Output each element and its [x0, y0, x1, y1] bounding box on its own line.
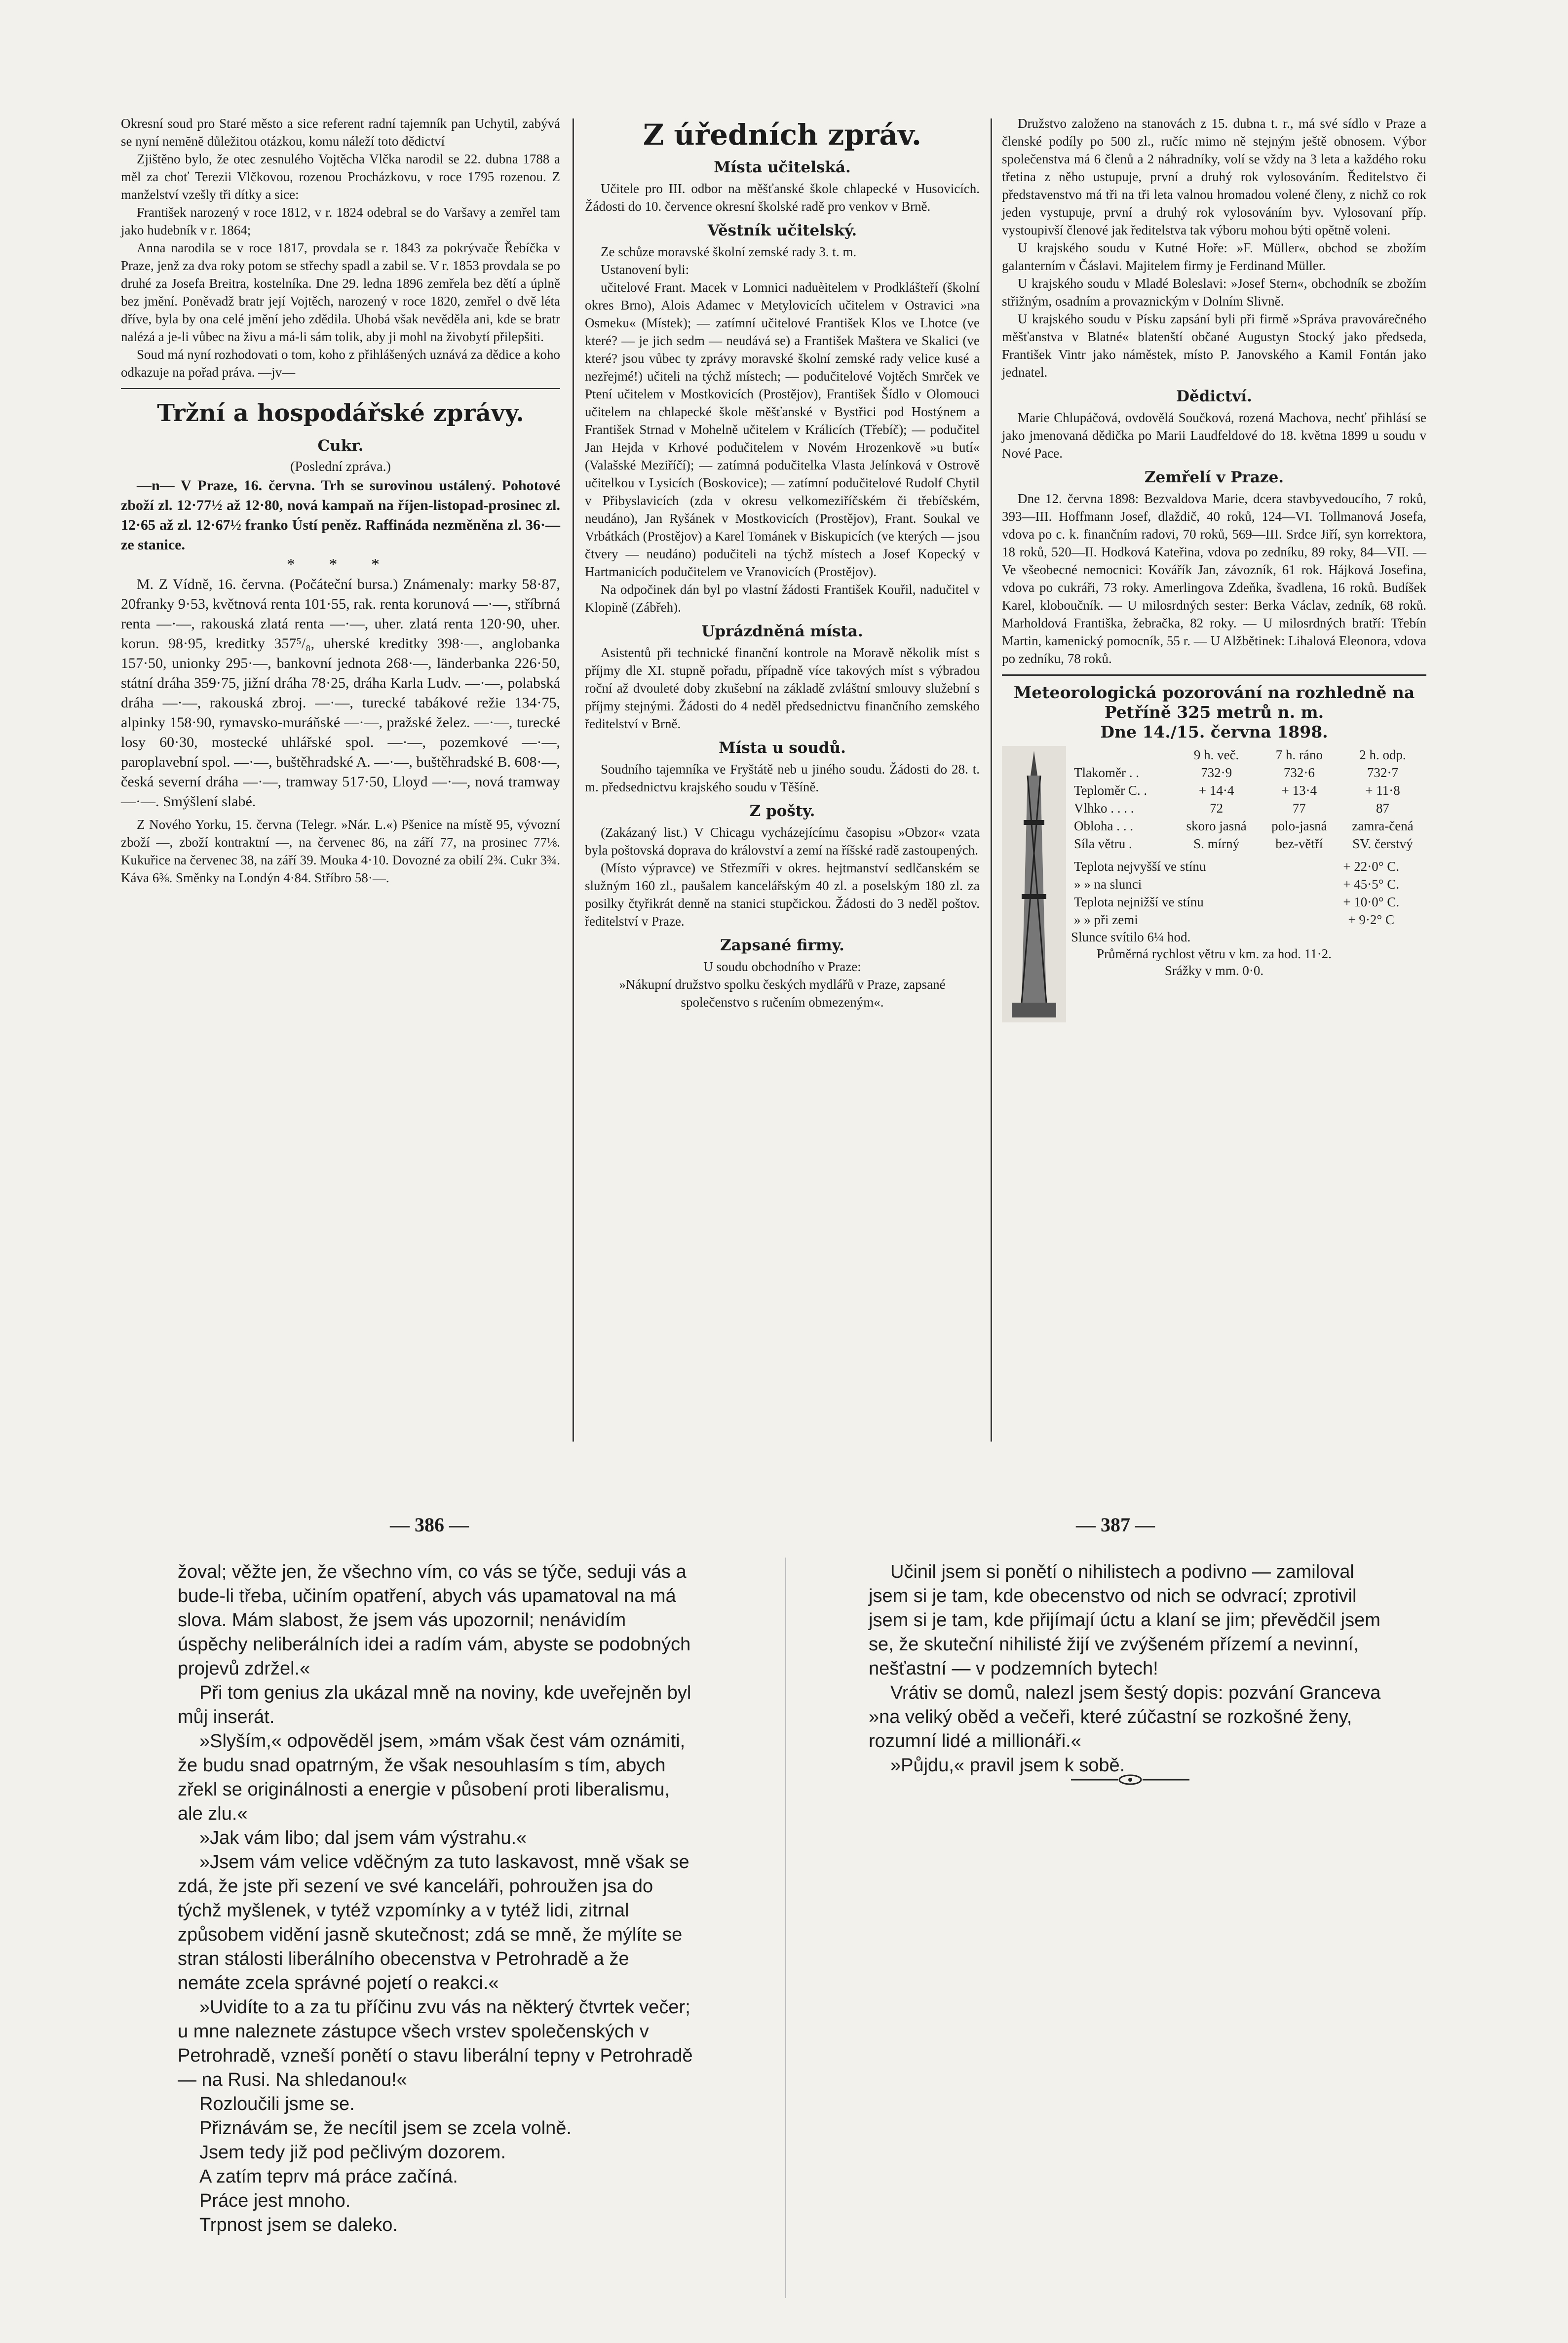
paragraph: Rozloučili jsme se.: [199, 2094, 355, 2114]
paragraph: Trpnost jsem se daleko.: [199, 2215, 398, 2235]
met-value: SV. čerstvý: [1352, 836, 1413, 851]
met-head: 7 h. ráno: [1275, 747, 1323, 762]
official-news-title: Z úředních zpráv.: [643, 118, 922, 152]
paragraph: Vrátiv se domů, nalezl jsem šestý dopis: pozvání Granceva »na veliký oběd a večeři, které zúčastní se rozkošné ženy, rozumní lidé a millionáři.«: [869, 1682, 1381, 1752]
newyork-report: Z Nového Yorku, 15. června (Telegr. »Nár. L.«) Pšenice na místě 95, vývozní zboží —, zboží kontraktní —, na červenec 86, na září 77, na prosinec 77⅛. Kukuřice na červenec 38, na září 39. Mouka 4·10. Dovozné za obilí 2¾. Cukr 3¾. Káva 6⅜. Směnky na Londýn 4·84. Stříbro 58·—.: [121, 817, 560, 885]
paragraph: »Jsem vám velice vděčným za tuto laskavost, mně však se zdá, že jste při sezení ve své kanceláři, pohroužen jsa do týchž myšlenek, v tytéž vzpomínky a v tytéž lidi, zitrnal způsobem vidění jasně skutečnost; zdá se mně, že mýlíte se stran stálosti liberálního obecenstva v Petrohradě a že nemáte zcela správné pojetí o reakci.«: [178, 1852, 689, 1993]
paragraph: Ze schůze moravské školní zemské rady 3. t. m.: [601, 244, 857, 259]
paragraph: »Nákupní družstvo spolku českých mydlářů v Praze, zapsané společenstvo s ručením obmezeným«.: [619, 977, 946, 1010]
paragraph: Asistentů při technické finanční kontrole na Moravě několik míst s příjmy dle XI. stupně pořadu, případně více takových míst s výbradou roční až dvouleté doby zkušební na základě zvláštní smlouvy služební s příjmy stejnými. Žádosti do 4 neděl předsednictvu finančního zemského ředitelství v Brně.: [585, 645, 980, 731]
intro-paragraph: Anna narodila se v roce 1817, provdala se r. 1843 za pokrývače Řebíčka v Praze, jenž za dva roky potom se střechy spadl a zabil se. V r. 1853 provdala se po druhé za Josefa Breitra, kostelníka. Dne 29. ledna 1896 zemřela bez dětí a úplně bez jmění. Poněvadž bratr její Vojtěch, narozený v roce 1820, zemřel o dvě léta dříve, byla by ona celé jmění jeho zdědila. Uhobá však nevěděla ani, kde se bratr nalézá a je-li vůbec na živu a má-li sám tolik, aby ji mohl na živobytí přilepšiti.: [121, 240, 560, 344]
met-value: 87: [1376, 801, 1390, 816]
paragraph: (Zakázaný list.) V Chicagu vycházejícímu časopisu »Obzor« vzata byla poštovská doprava do království a zemí na říšské radě zastoupených.: [585, 825, 980, 858]
sugar-report: —n— V Praze, 16. června. Trh se surovinou ustálený. Pohotové zboží zl. 12·77½ až 12·80, nová kampaň na říjen-listopad-prosinec zl. 12·65 až zl. 12·67½ franko Ústí peněz. Raffináda nezměněna zl. 36·— ze stanice.: [121, 477, 560, 553]
met-row: [1071, 781, 1426, 799]
met-row: [1071, 835, 1426, 853]
column-1: [121, 115, 560, 887]
meteorology-table: [1071, 746, 1426, 853]
paragraph: Učitele pro III. odbor na měšťanské škole chlapecké v Husovicích. Žádosti do 10. července okresní školské radě pro venkov v Brně.: [585, 181, 980, 214]
met-value: polo-jasná: [1271, 819, 1327, 833]
inheritance-heading: Dědictví.: [1176, 388, 1252, 405]
gutter-rule-lower: [785, 1558, 786, 2298]
court-posts-heading: Místa u soudů.: [719, 739, 846, 757]
paragraph: (Místo výpravce) ve Střezmíři v okres. hejtmanství sedlčanském se služným 160 zl., paušalem kancelářským 40 zl. a poselským 180 zl. za posilky čtyřikrát denně na stanici stupčickou. Žádosti do 3 neděl poštov. ředitelství v Praze.: [585, 860, 980, 929]
section-rule: [121, 388, 560, 389]
met-value: 77: [1292, 801, 1306, 816]
met-value: + 14·4: [1198, 783, 1234, 798]
met-value: + 13·4: [1281, 783, 1317, 798]
met-label: Vlhko . . . .: [1074, 801, 1134, 816]
met-row: [1071, 764, 1426, 781]
met-label: Teplota nejnižší ve stínu: [1074, 895, 1204, 909]
sugar-subheading: (Poslední zpráva.): [290, 459, 391, 474]
lower-left-text: [178, 1560, 696, 2237]
column-rule-2: [991, 118, 992, 1442]
paragraph: »Slyším,« odpověděl jsem, »mám však čest vám oznámiti, že budu snad opatrným, že však nesouhlasím s tím, abych zřekl se originálnosti a energie v působení proti liberalismu, ale zlu.«: [178, 1731, 686, 1824]
met-label: Síla větru .: [1074, 836, 1132, 851]
met-head: 2 h. odp.: [1359, 747, 1406, 762]
met-value: + 11·8: [1365, 783, 1400, 798]
temperature-extremes: [1071, 858, 1426, 929]
vacancies-heading: Uprázdněná místa.: [701, 623, 863, 640]
paragraph: Učinil jsem si ponětí o nihilistech a podivno — zamiloval jsem si je tam, kde obecenstvo od nich se odvrací; zprotivil jsem si je tam, kde přijímají úctu a klaní se jim; převědčil jsem se, že skuteční nihilisté žijí ve zvýšeném přízemí a nevinní, nešťastní — v podzemních bytech!: [869, 1562, 1380, 1679]
paragraph: Ustanovení byli:: [601, 262, 689, 277]
paragraph: Při tom genius zla ukázal mně na noviny, kde uveřejněn byl můj inserát.: [178, 1682, 691, 1727]
lower-right-text: [869, 1560, 1387, 1778]
met-label: Obloha . . .: [1074, 819, 1133, 833]
teacher-posts-heading: Místa učitelská.: [714, 158, 851, 176]
page-number-left: — 386 —: [390, 1514, 469, 1536]
paragraph: »Uvidíte to a za tu příčinu zvu vás na některý čtvrtek večer; u mne naleznete zástupce všech vrstev společenských v Petrohradě, vzneší ponětí o stavu liberální tepny v Petrohradě — na Rusi. Na shledanou!«: [178, 1997, 693, 2090]
met-row: [1071, 799, 1426, 817]
met-label: Teploměr C. .: [1074, 783, 1147, 798]
met-label: Tlakoměr . .: [1074, 765, 1139, 780]
met-value: 72: [1210, 801, 1224, 816]
paragraph: »Jak vám libo; dal jsem vám výstrahu.«: [199, 1828, 527, 1848]
met-value: 732·9: [1201, 765, 1232, 780]
paragraph: »Půjdu,« pravil jsem k sobě.: [890, 1755, 1125, 1776]
met-label: » » při zemi: [1074, 912, 1138, 927]
teacher-bulletin-heading: Věstník učitelský.: [707, 222, 857, 239]
paragraph: Družstvo založeno na stanovách z 15. dubna t. r., má své sídlo v Praze a členské podíly po 500 zl., ručíc mimo ně stejným ještě obnosem. Výbor společenstva má 6 členů a 2 náhradníky, volí se vždy na 3 leta a každého roku třetina z něho ustupuje, první a druhý rok vylosováním. Ředitelstvo či představenstvo má tři na tři leta valnou hromadou volené členy, z nichž co rok jeden vystupuje, první a druhý rok vylosováním byv. Vylosovaní příp. vystoupivší členové jak ředitelstva tak výboru mohou býti opětně voleni.: [1002, 116, 1426, 237]
wind-speed: Průměrná rychlost větru v km. za hod. 11·2.: [1097, 946, 1332, 961]
paragraph: Dne 12. června 1898: Bezvaldova Marie, dcera stavbyvedoucího, 7 roků, 393—III. Hoffmann Josef, dlaždič, 40 roků, 124—VI. Tollmanová Josefa, vdova po c. k. finančním radovi, 70 roků, 569—III. Srdce Jiří, syn korrektora, 18 roků, 520—II. Hodková Kateřina, vdova po zedníku, 89 roky, 84—VII. — Ve všeobecné nemocnici: Kovářík Jan, závozník, 61 rok. Hájková Josefina, vdova po cukráři, 73 roky. Amerlingova Zdeňka, švadlena, 16 roků. Budíšek Karel, kloboučník. — U milosrdných sester: Berka Václav, zedník, 68 roků. Marholdová Františka, žebračka, 82 roky. — U milosrdných bratří: Třebín Martin, kamenický pomocník, 55 r. — U Alžbětinek: Lihalová Eleonora, vdova po zedníku, 78 roků.: [1002, 491, 1426, 666]
met-value: skoro jasná: [1186, 819, 1247, 833]
paragraph: žoval; věžte jen, že všechno vím, co vás se týče, seduji vás a bude-li třeba, učiním opatření, abych vás upamatoval na má slova. Mám slabost, že jsem vás upozornil; nenávidím úspěchy neliberálních idei a radím vám, abyste se podobných projevů zdržel.«: [178, 1562, 691, 1679]
met-row: [1071, 817, 1426, 835]
column-2: [585, 115, 980, 1011]
met-value: 732·7: [1367, 765, 1399, 780]
registered-firms-heading: Zapsané firmy.: [720, 937, 844, 954]
meteorology-block: [1002, 746, 1426, 945]
column-rule-1: [573, 118, 574, 1442]
met-value: S. mírný: [1193, 836, 1240, 851]
meteorology-title: Meteorologická pozorování na rozhledně na Petříně 325 metrů n. m.: [1013, 683, 1415, 722]
paragraph: A zatím teprv má práce začíná.: [199, 2166, 458, 2187]
paragraph: Přiznávám se, že necítil jsem se zcela volně.: [199, 2118, 572, 2139]
met-value: + 22·0° C.: [1343, 859, 1400, 874]
paragraph: učitelové Frant. Macek v Lomnici naduèitelem v Prodklášteří (školní okres Brno), Alois Adamec v Metylovicích učitelem v Ostravici »na Osmeku« (Místek); — zatímní učitelové František Klos ve Lhotce (ve které? — je jich sedm — neudává se) a František Maštera ve Skalici (ve které? jsou vůbec ty zprávy moravské školní zemské rady velice kusé a nezřejmé!) učiteli na týchž místech; — podučitelové Vojtěch Smrček ve Ptení učitelem v Mostkovicích (Prostějov), František Šídlo v Olomouci učitelem na chlapecké škole měšťanské v Bystřici pod Hostýnem a František Strnad v Mohelně učitelem v Králicích (Třebíč); — podučitel Jan Hejda v Krhové podučitelem v Novém Hrozenkově »u butí« (Valašské Meziříčí); — zatímná podučitelka Vlasta Jelínková v Ostrově učitelkou v Lysicích (Boskovice); — zatímní podučitelové Rudolf Chytil v Přibyslavicích (zda v okresu velkomeziříčském či třebíčském, neudáno), Jan Ryšánek v Mostkovicích (Prostějov), Frant. Soukal ve Vrbátkách (Prostějov) a Karel Tománek v Biskupicích (ve kterých — jsou čtvery — neudáno) podučiteli na týchž místech a Josef Kopecký v Hartmanicích podučitelem ve Vranovicích (Prostějov).: [585, 280, 980, 579]
intro-paragraph: Soud má nyní rozhodovati o tom, koho z přihlášených uznává za dědice a koho odkazuje na pořad práva. —jv—: [121, 347, 560, 380]
paragraph: Jsem tedy již pod pečlivým dozorem.: [199, 2142, 506, 2163]
tower-illustration: [1002, 746, 1066, 1022]
post-office-heading: Z pošty.: [749, 802, 815, 820]
paragraph: U soudu obchodního v Praze:: [703, 959, 861, 974]
met-label: Teplota nejvyšší ve stínu: [1074, 859, 1206, 874]
paragraph: U krajského soudu v Písku zapsání byli při firmě »Správa pravovárečného měšťanstva v Blatné« blatenští občané Augustyn Stocký jako předseda, František Vintr jako náměstek, místo P. Janovského a Kamil Fontán jako jednatel.: [1002, 312, 1426, 380]
met-label: » » na slunci: [1074, 877, 1142, 892]
met-value: + 10·0° C.: [1343, 895, 1400, 909]
paragraph: U krajského soudu v Kutné Hoře: »F. Müller«, obchod se zbožím galanterním v Čáslavi. Majitelem firmy je Ferdinand Müller.: [1002, 240, 1426, 273]
market-section-title: Tržní a hospodářské zprávy.: [157, 399, 524, 427]
sugar-heading: Cukr.: [317, 437, 364, 455]
page-number-right: — 387 —: [1076, 1514, 1155, 1536]
intro-paragraph: Zjištěno bylo, že otec zesnulého Vojtěcha Vlčka narodil se 22. dubna 1788 a měl za choť Terezii Vlčkovou, rozenou Procházkovu, v roce 1795 rozenou. Z manželství vzešly tři dítky a sice:: [121, 152, 560, 202]
paragraph: Marie Chlupáčová, ovdovělá Součková, rozená Machova, nechť přihlásí se jako jmenovaná dědička po Marii Laudfeldové do 18. května 1899 u soudu v Nové Pace.: [1002, 410, 1426, 461]
paragraph: Soudního tajemníka ve Fryštátě neb u jiného soudu. Žádosti do 28. t. m. předsednictvu krajského soudu v Těšíně.: [585, 762, 980, 794]
met-value: zamra-čená: [1352, 819, 1414, 833]
column-3: [1002, 115, 1426, 979]
met-value: + 45·5° C.: [1343, 877, 1400, 892]
deceased-heading: Zemřelí v Praze.: [1144, 469, 1284, 486]
met-head: 9 h. več.: [1193, 747, 1239, 762]
met-value: 732·6: [1283, 765, 1315, 780]
section-separator-stars: * * *: [287, 555, 394, 574]
vienna-bourse-report: M. Z Vídně, 16. června. (Počáteční bursa.) Známenaly: marky 58·87, 20franky 9·53, květnová renta 101·55, rak. renta korunová —·—, stříbrná renta —·—, rakouská zlatá renta —·—, uher. zlatá renta 120·90, uher. korun. 98·95, kreditky 357⁵/₈, uherské kreditky 398·—, anglobanka 157·50, unionky 295·—, bankovní jednota 268·—, länderbanka 226·50, státní dráha 359·75, jižní dráha 78·25, dráha Karla Ludv. —·—, polabská dráha —·—, rakouská zbroj. —·—, turecké tabákové režie 134·75, alpinky 158·90, rymavsko-muráňské —·—, pražské želez. —·—, turecké losy 60·30, mostecké uhlářské spol. —·—, pozemkové —·—, paroplavební spol. —·—, buštěhradské A. —·—, buštěhradské B. 608·—, česká severní dráha —·—, tramway 517·50, Lloyd —·—, nová tramway —·—. Smýšlení slabé.: [121, 576, 560, 810]
paragraph: U krajského soudu v Mladé Boleslavi: »Josef Stern«, obchodník se zbožím střižným, osadním a provaznickým v Dolním Slivně.: [1002, 276, 1426, 309]
sunshine-hours: Slunce svítilo 6¼ hod.: [1071, 930, 1191, 944]
precipitation: Srážky v mm. 0·0.: [1164, 963, 1264, 978]
paragraph: Práce jest mnoho.: [199, 2190, 351, 2211]
intro-paragraph: František narozený v roce 1812, v r. 1824 odebral se do Varšavy a zemřel tam jako hudebník v r. 1864;: [121, 205, 560, 237]
intro-paragraph: Okresní soud pro Staré město a sice referent radní tajemník pan Uchytil, zabývá se nyní nemĕnĕ důležitou otázkou, komu náleží toto dědictví: [121, 116, 560, 149]
decorative-ornament: [1071, 1772, 1189, 1787]
section-rule: [1002, 674, 1426, 676]
paragraph: Na odpočinek dán byl po vlastní žádosti František Kouřil, nadučitel v Klopině (Zábřeh).: [585, 582, 980, 615]
met-value: + 9·2° C: [1348, 912, 1394, 927]
met-value: bez-větří: [1275, 836, 1323, 851]
meteorology-date: Dne 14./15. června 1898.: [1100, 722, 1328, 742]
